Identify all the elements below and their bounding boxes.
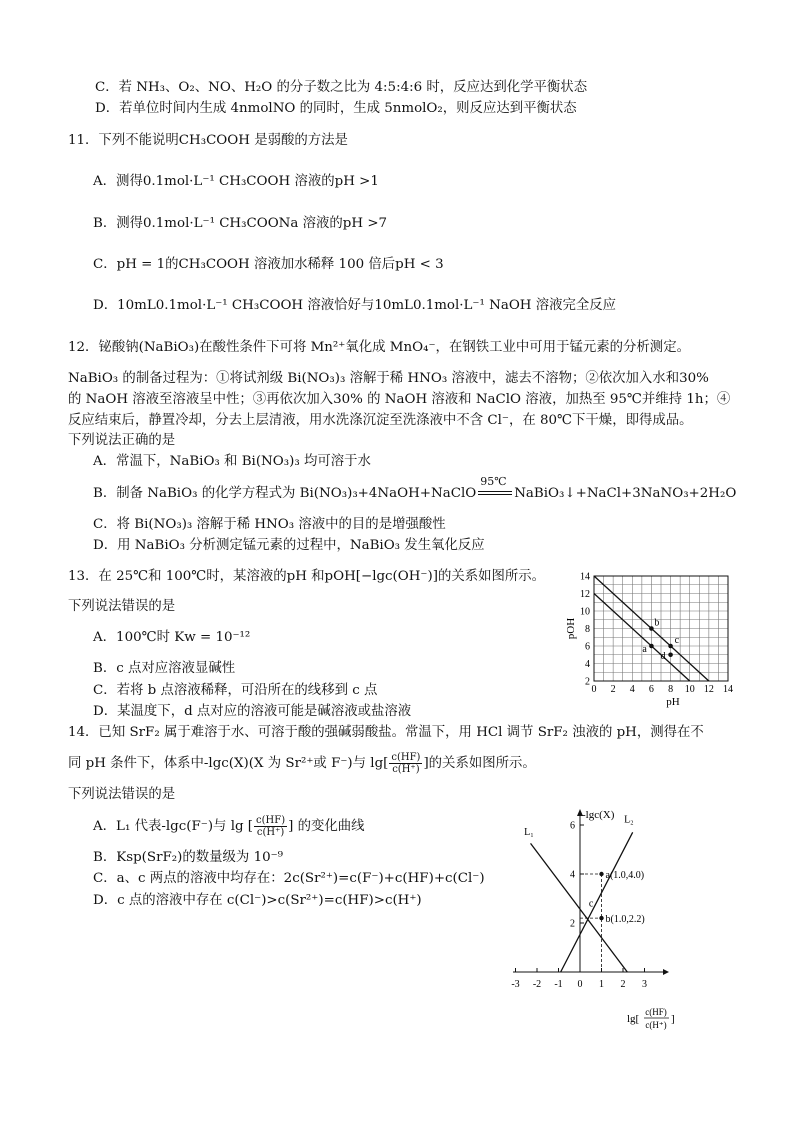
y-tick-label: 2 — [585, 676, 590, 688]
q14-option-a — [93, 815, 365, 839]
data-point — [668, 652, 673, 657]
q12-stem: 12．铋酸钠(NaBiO₃)在酸性条件下可将 Mn²⁺氧化成 MnO₄⁻，在钢铁工业中可用于锰元素的分析测定。 — [68, 340, 690, 355]
y-tick-label: 6 — [585, 641, 590, 653]
data-point — [599, 916, 603, 920]
x-tick-label: 2 — [620, 979, 626, 990]
fraction-denominator: c(H⁺) — [392, 764, 420, 775]
q13-option-b: B．c 点对应溶液显碱性 — [93, 661, 236, 676]
q13-option-c: C．若将 b 点溶液稀释，可沿所在的线移到 c 点 — [93, 683, 378, 698]
data-point — [649, 626, 654, 631]
x-tick-label: 0 — [591, 684, 597, 695]
y-tick-label: 10 — [580, 606, 590, 618]
x-tick-label: -1 — [554, 979, 563, 990]
y-tick-label: 14 — [580, 571, 590, 583]
point-label: b(1.0,2.2) — [605, 914, 645, 926]
point-label: d — [660, 650, 666, 662]
point-label: c — [588, 898, 594, 910]
reaction-condition — [476, 475, 514, 503]
point-label: b — [654, 617, 660, 629]
x-tick-label: 6 — [648, 684, 654, 695]
q13-stem: 13．在 25℃和 100℃时，某溶液的pH 和pOH[−lgc(OH⁻)]的关系如图所示。 — [68, 569, 546, 584]
hf-ratio-fraction — [254, 815, 287, 838]
y-tick-label: 4 — [570, 869, 575, 881]
point-label: c — [674, 635, 680, 646]
fraction-numerator: c(HF) — [256, 815, 286, 826]
y-tick-label: 8 — [585, 624, 590, 635]
y-tick-label: 6 — [570, 820, 575, 832]
x-tick-label: -3 — [511, 979, 520, 990]
q12-option-b-products: NaBiO₃↓+NaCl+3NaNO₃+2H₂O — [514, 486, 737, 501]
srf2-lgc-chart — [505, 800, 705, 1030]
q10-option-d: D．若单位时间内生成 4nmolNO 的同时，生成 5nmolO₂，则反应达到平衡状态 — [95, 101, 577, 116]
data-point — [599, 872, 603, 876]
q14-option-d: D．c 点的溶液中存在 c(Cl⁻)>c(Sr²⁺)=c(HF)>c(H⁺) — [93, 893, 422, 908]
x-tick-label: 4 — [629, 684, 635, 695]
q11-option-b: B．测得0.1mol·L⁻¹ CH₃COONa 溶液的pH >7 — [93, 216, 388, 231]
hf-ratio-fraction — [389, 752, 422, 775]
q14-stem-suffix: ]的关系如图所示。 — [423, 756, 536, 771]
q14-stem-line-2 — [68, 752, 536, 776]
y-axis-label: -lgc(X) — [582, 809, 615, 821]
q12-option-c: C．将 Bi(NO₃)₃ 溶解于稀 HNO₃ 溶液中的目的是增强酸性 — [93, 517, 446, 532]
x-axis-label: pH — [666, 696, 680, 708]
q12-option-b-reactants: B．制备 NaBiO₃ 的化学方程式为 Bi(NO₃)₃+4NaOH+NaClO — [93, 486, 477, 501]
y-tick-label: 2 — [570, 918, 575, 930]
q14-option-a-prefix: A．L₁ 代表-lgc(F⁻)与 lg [ — [93, 819, 254, 834]
x-tick-label: 2 — [610, 684, 616, 695]
x-axis-arrow-icon — [663, 969, 669, 975]
x-tick-label: 14 — [723, 684, 733, 695]
data-point — [668, 644, 673, 649]
x-axis-label-numerator: c(HF) — [645, 1007, 667, 1017]
x-tick-label: -2 — [532, 979, 542, 990]
q13-question: 下列说法错误的是 — [68, 599, 176, 614]
x-tick-label: 8 — [668, 684, 674, 695]
q11-option-c: C．pH = 1的CH₃COOH 溶液加水稀释 100 倍后pH < 3 — [93, 257, 444, 272]
q11-option-a: A．测得0.1mol·L⁻¹ CH₃COOH 溶液的pH >1 — [93, 174, 379, 189]
ph-poh-chart — [548, 566, 738, 708]
q13-option-d: D．某温度下，d 点对应的溶液可能是碱溶液或盐溶液 — [93, 704, 412, 719]
y-axis-label: pOH — [565, 617, 577, 640]
point-label: a — [642, 644, 647, 655]
q14-stem-prefix: 同 pH 条件下，体系中-lgc(X)(X 为 Sr²⁺或 F⁻)与 lg[ — [68, 756, 389, 771]
q11-stem: 11．下列不能说明CH₃COOH 是弱酸的方法是 — [68, 133, 348, 148]
q14-option-a-suffix: ] 的变化曲线 — [288, 819, 365, 834]
q12-process-line-1: NaBiO₃ 的制备过程为：①将试剂级 Bi(NO₃)₃ 溶解于稀 HNO₃ 溶液中，滤去不溶物；②依次加入水和30% — [68, 371, 709, 386]
series-line — [531, 843, 628, 972]
q14-option-c: C．a、c 两点的溶液中均存在：2c(Sr²⁺)=c(F⁻)+c(HF)+c(Cl⁻) — [93, 871, 485, 886]
y-tick-label: 4 — [585, 659, 590, 670]
q12-option-d: D．用 NaBiO₃ 分析测定锰元素的过程中，NaBiO₃ 发生氧化反应 — [93, 538, 485, 553]
q11-option-d: D．10mL0.1mol·L⁻¹ CH₃COOH 溶液恰好与10mL0.1mol·L⁻¹ NaOH 溶液完全反应 — [93, 298, 617, 313]
data-point — [649, 644, 654, 649]
y-tick-label: 12 — [580, 589, 590, 600]
series-line — [561, 832, 633, 972]
fraction-numerator: c(HF) — [391, 752, 421, 763]
q13-option-a: A．100℃时 Kw = 10⁻¹² — [93, 630, 251, 645]
fraction-denominator: c(H⁺) — [256, 827, 285, 838]
q14-stem-line-1: 14．已知 SrF₂ 属于难溶于水、可溶于酸的强碱弱酸盐。常温下，用 HCl 调节 SrF₂ 浊液的 pH，测得在不 — [68, 725, 704, 740]
q12-question: 下列说法正确的是 — [68, 433, 176, 448]
x-tick-label: 0 — [577, 979, 583, 990]
x-axis-label-lg: lg[ — [627, 1013, 640, 1025]
q10-option-c: C．若 NH₃、O₂、NO、H₂O 的分子数之比为 4:5:4:6 时，反应达到化学平衡状态 — [95, 80, 588, 95]
x-tick-label: 10 — [684, 684, 695, 695]
x-tick-label: 12 — [703, 684, 714, 695]
x-tick-label: 3 — [642, 979, 647, 990]
q12-process-line-2: 的 NaOH 溶液至溶液呈中性；③再依次加入30% 的 NaOH 溶液和 NaClO 溶液，加热至 95℃并维持 1h；④ — [68, 392, 731, 407]
point-label: a(1.0,4.0) — [605, 870, 645, 881]
q14-question: 下列说法错误的是 — [68, 787, 176, 802]
q12-process-line-3: 反应结束后，静置冷却，分去上层清液，用水洗涤沉淀至洗涤液中不含 Cl⁻，在 80℃下干燥，即得成品。 — [68, 413, 693, 428]
reaction-condition-temperature: 95℃ — [480, 475, 507, 488]
x-axis-label-denominator: c(H⁺) — [645, 1020, 667, 1030]
q14-option-b: B．Ksp(SrF₂)的数量级为 10⁻⁹ — [93, 850, 284, 865]
series-label-l2: L₂ — [624, 814, 634, 826]
q12-option-b — [93, 475, 737, 503]
x-tick-label: 1 — [599, 979, 604, 990]
q12-option-a: A．常温下，NaBiO₃ 和 Bi(NO₃)₃ 均可溶于水 — [93, 454, 371, 469]
x-axis-label-bracket: ] — [671, 1013, 675, 1025]
series-label-l1: L₁ — [524, 826, 534, 838]
